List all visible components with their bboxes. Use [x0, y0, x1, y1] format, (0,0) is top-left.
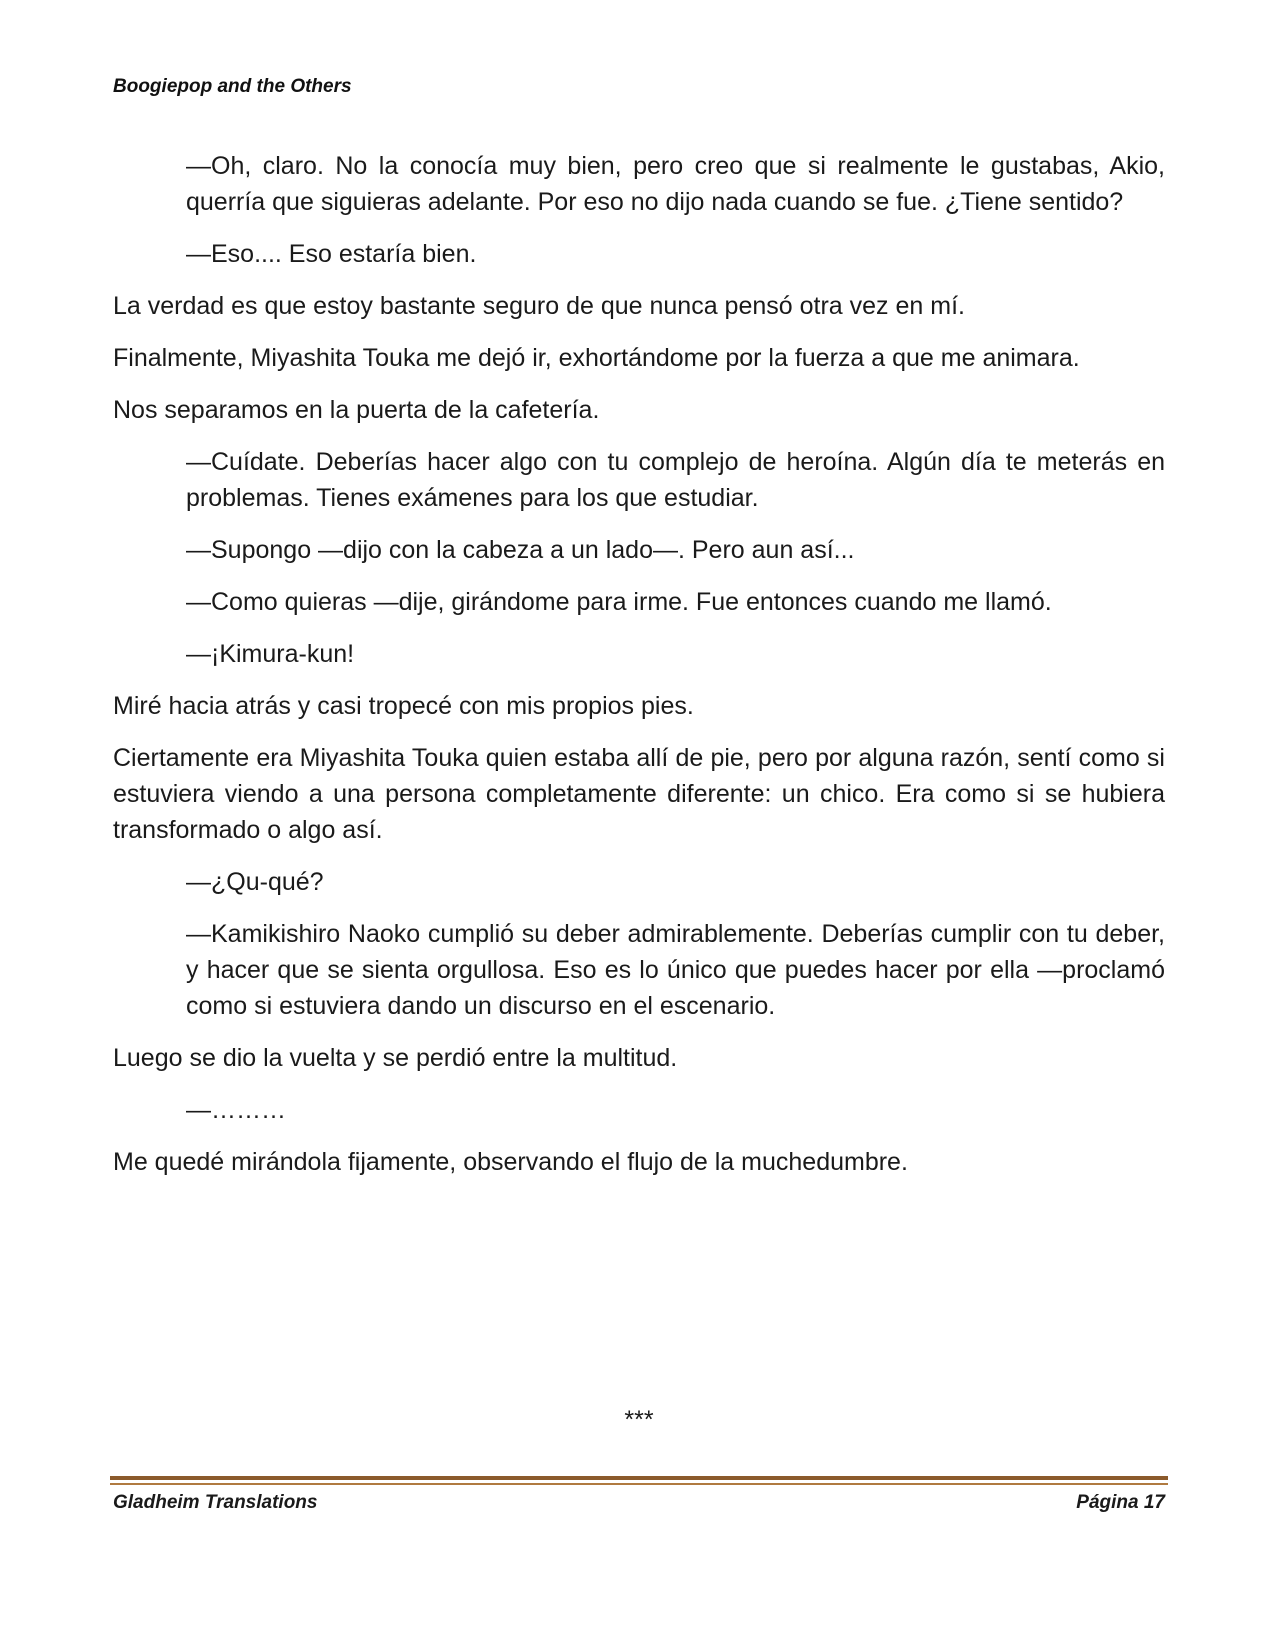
paragraph: Nos separamos en la puerta de la cafetería. — [113, 396, 600, 424]
paragraph: —Cuídate. Deberías hacer algo con tu complejo de heroína. Algún día te meterás en problemas. Tienes exámenes para los que estudiar. — [186, 448, 1165, 512]
page-header-title: Boogiepop and the Others — [113, 76, 352, 97]
paragraph: Luego se dio la vuelta y se perdió entre la multitud. — [113, 1044, 678, 1072]
paragraph: La verdad es que estoy bastante seguro de que nunca pensó otra vez en mí. — [113, 292, 965, 320]
paragraph: —¿Qu-qué? — [186, 868, 324, 896]
paragraph: —Eso.... Eso estaría bien. — [186, 240, 477, 268]
footer-rule-thick — [110, 1476, 1168, 1480]
paragraph: —Kamikishiro Naoko cumplió su deber admirablemente. Deberías cumplir con tu deber, y hacer que se sienta orgullosa. Eso es lo único que puedes hacer por ella —proclamó como si estuviera dando un discurso en el escenario. — [186, 920, 1165, 1020]
paragraph: Me quedé mirándola fijamente, observando el flujo de la muchedumbre. — [113, 1148, 908, 1176]
paragraph: —Como quieras —dije, girándome para irme. Fue entonces cuando me llamó. — [186, 588, 1052, 616]
paragraph: Ciertamente era Miyashita Touka quien estaba allí de pie, pero por alguna razón, sentí como si estuviera viendo a una persona completamente diferente: un chico. Era como si se hubiera transformado o algo así. — [113, 744, 1165, 844]
paragraph: —Supongo —dijo con la cabeza a un lado—. Pero aun así... — [186, 536, 855, 564]
footer-page-number: Página 17 — [1076, 1492, 1165, 1513]
scene-separator: *** — [624, 1406, 654, 1434]
body-text — [113, 148, 1165, 1196]
paragraph: —……… — [186, 1096, 286, 1124]
footer-rule-thin — [110, 1483, 1168, 1485]
paragraph: —¡Kimura-kun! — [186, 640, 355, 668]
footer-translator: Gladheim Translations — [113, 1492, 318, 1513]
paragraph: Finalmente, Miyashita Touka me dejó ir, exhortándome por la fuerza a que me animara. — [113, 344, 1080, 372]
paragraph: Miré hacia atrás y casi tropecé con mis propios pies. — [113, 692, 694, 720]
paragraph: —Oh, claro. No la conocía muy bien, pero creo que si realmente le gustabas, Akio, querría que siguieras adelante. Por eso no dijo nada cuando se fue. ¿Tiene sentido? — [186, 152, 1165, 216]
